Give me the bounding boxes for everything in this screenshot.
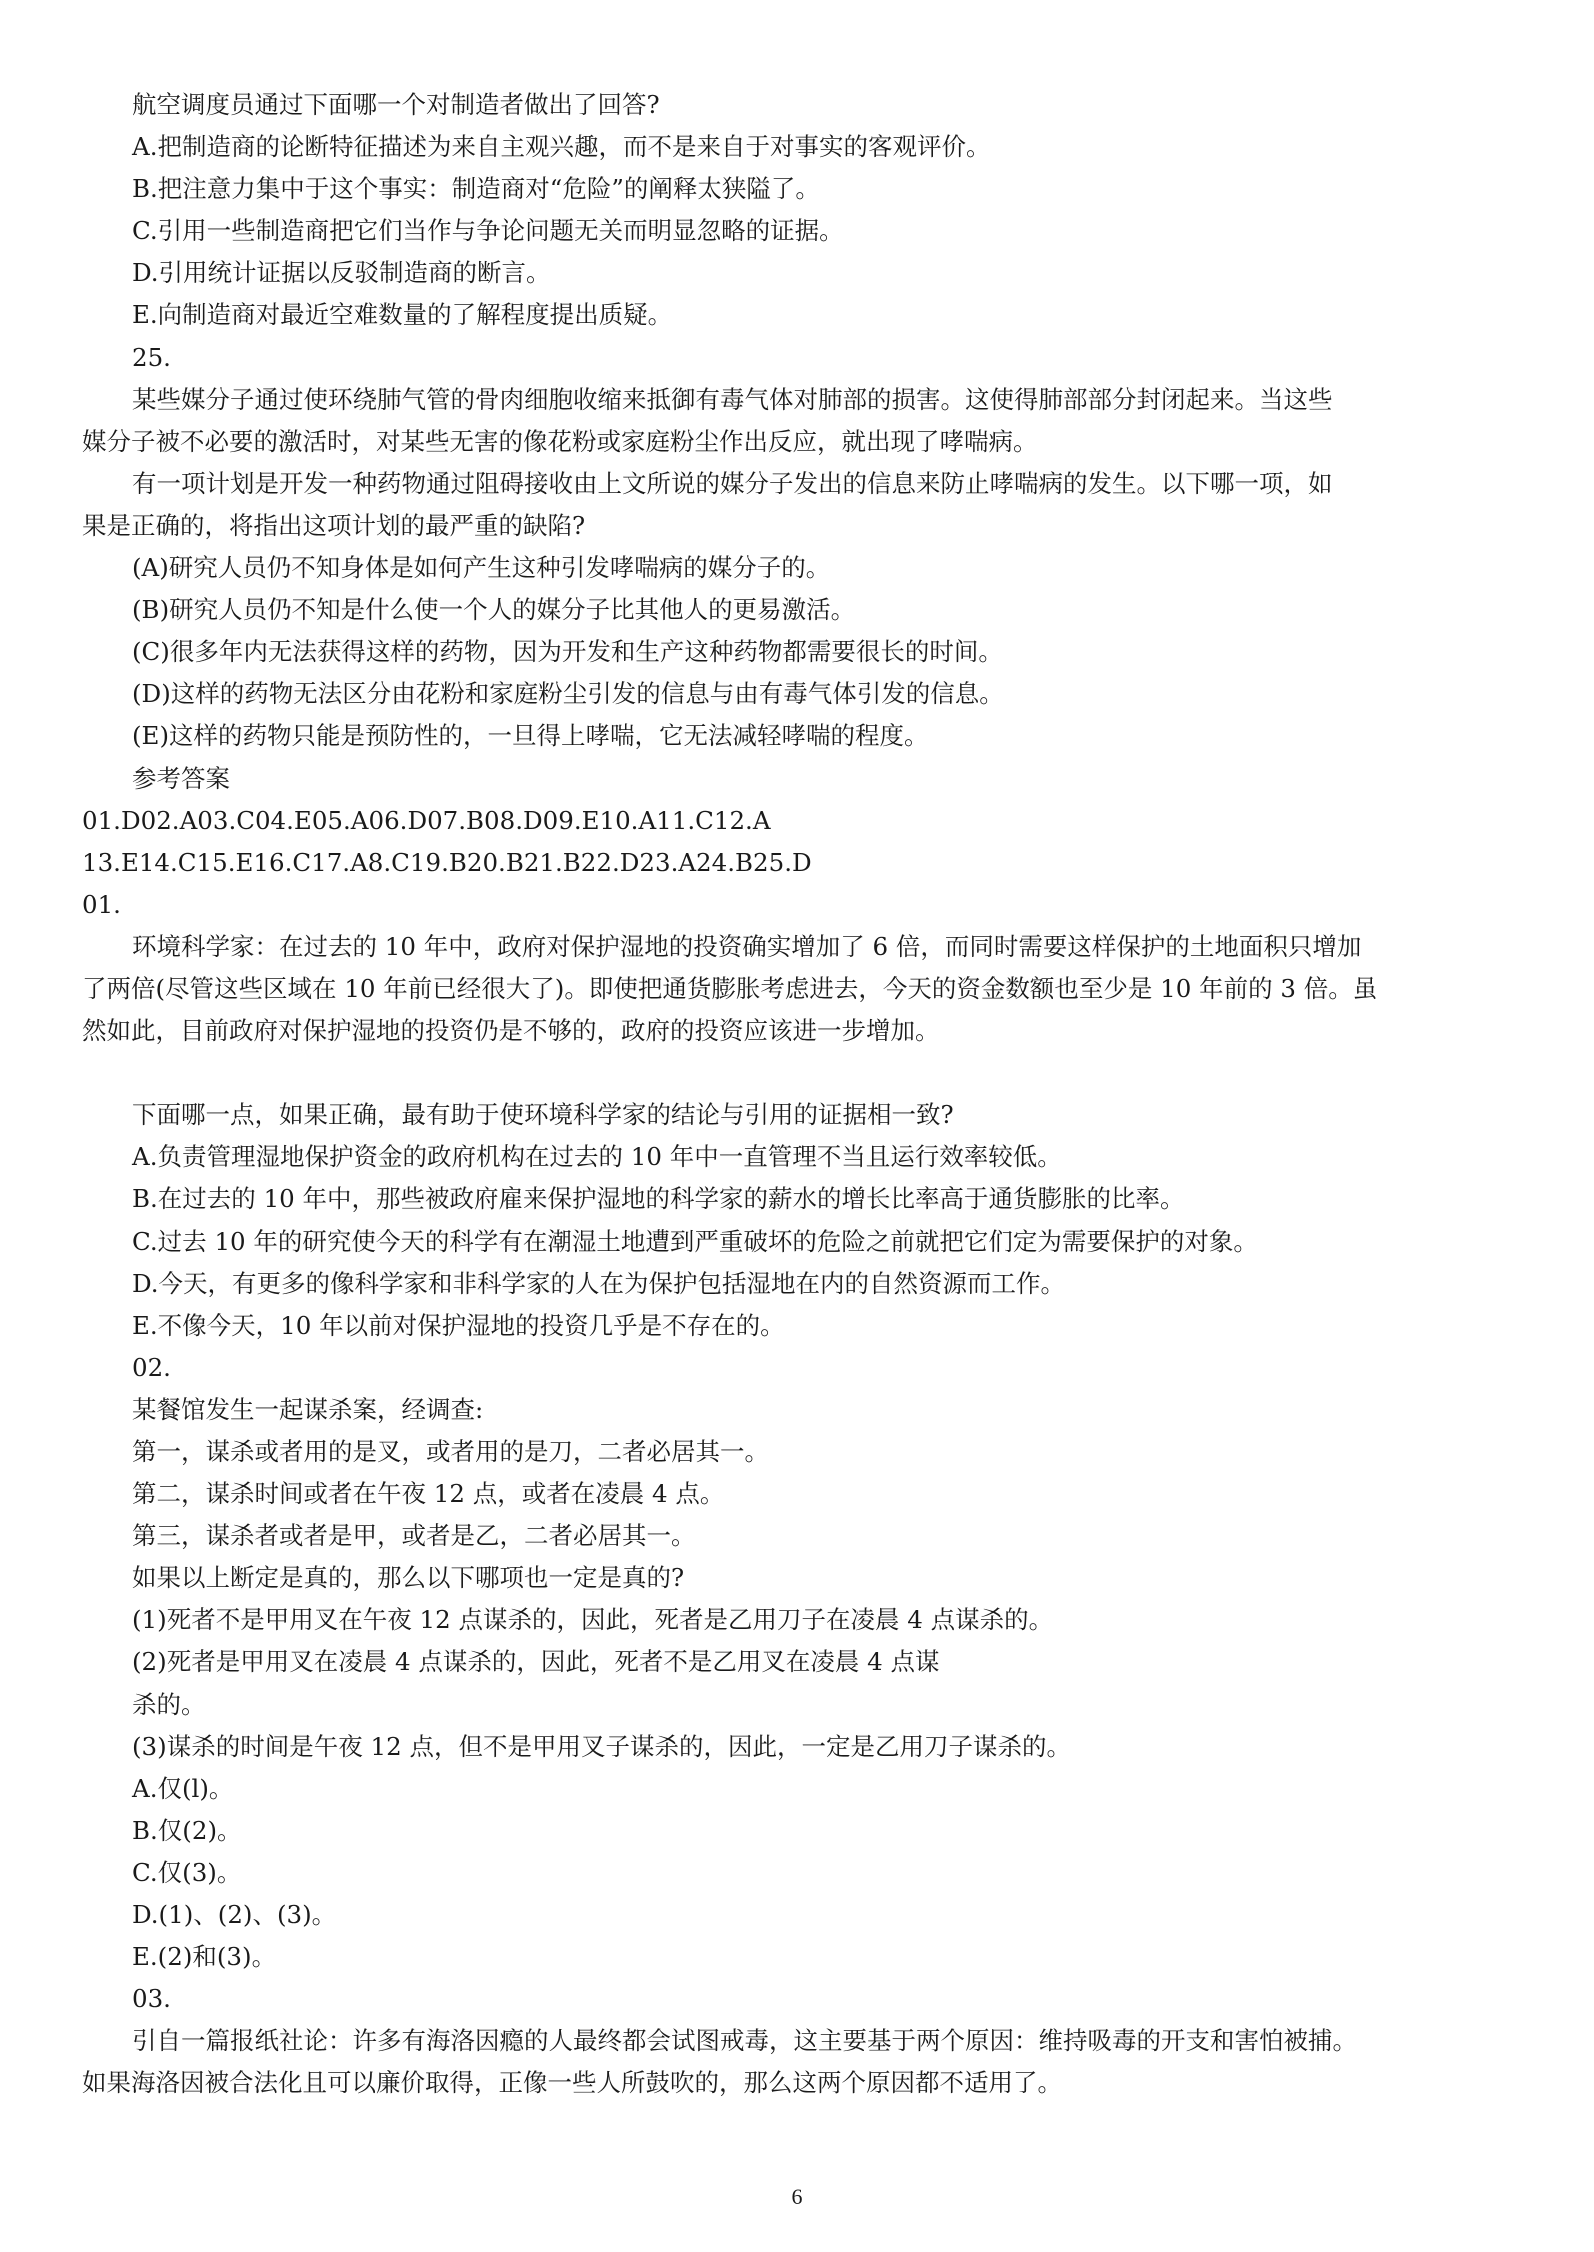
passage-line: 第二，谋杀时间或者在午夜 12 点，或者在凌晨 4 点。: [132, 1479, 725, 1509]
statement-2: (2)死者是甲用叉在凌晨 4 点谋杀的，因此，死者不是乙用叉在凌晨 4 点谋: [132, 1647, 940, 1677]
question-number: 03.: [132, 1984, 171, 2014]
statement-3: (3)谋杀的时间是午夜 12 点，但不是甲用叉子谋杀的，因此，一定是乙用刀子谋杀的。: [132, 1731, 1071, 1761]
blank-line: [82, 1052, 1514, 1094]
page-number: 6: [791, 2184, 803, 2209]
answer-key-row: 01.D02.A03.C04.E05.A06.D07.B08.D09.E10.A11.C12.A: [82, 805, 771, 835]
option-a: A.把制造商的论断特征描述为来自主观兴趣，而不是来自于对事实的客观评价。: [132, 132, 991, 162]
question-stem: 下面哪一点，如果正确，最有助于使环境科学家的结论与引用的证据相一致?: [132, 1100, 954, 1130]
passage-line: 第一，谋杀或者用的是叉，或者用的是刀，二者必居其一。: [132, 1437, 769, 1466]
passage-line: 某餐馆发生一起谋杀案，经调查:: [132, 1394, 484, 1424]
passage-line: 媒分子被不必要的激活时，对某些无害的像花粉或家庭粉尘作出反应，就出现了哮喘病。: [82, 426, 1038, 456]
option-d: D.引用统计证据以反驳制造商的断言。: [132, 258, 551, 288]
option-d: (D)这样的药物无法区分由花粉和家庭粉尘引发的信息与由有毒气体引发的信息。: [132, 679, 1004, 709]
passage-line: 第三，谋杀者或者是甲，或者是乙，二者必居其一。: [132, 1521, 696, 1551]
option-e: (E)这样的药物只能是预防性的，一旦得上哮喘，它无法减轻哮喘的程度。: [132, 721, 929, 751]
option-c: (C)很多年内无法获得这样的药物，因为开发和生产这种药物都需要很长的时间。: [132, 637, 1003, 667]
passage-line: 引自一篇报纸社论：许多有海洛因瘾的人最终都会试图戒毒，这主要基于两个原因：维持吸毒的开支和害怕被捕。: [132, 2026, 1357, 2056]
option-b: (B)研究人员仍不知是什么使一个人的媒分子比其他人的更易激活。: [132, 595, 856, 625]
passage-line: 了两倍(尽管这些区域在 10 年前已经很大了)。即使把通货膨胀考虑进去，今天的资金数额也至少是 10 年前的 3 倍。虽: [82, 973, 1378, 1003]
passage-line: 环境科学家：在过去的 10 年中，政府对保护湿地的投资确实增加了 6 倍，而同时需要这样保护的土地面积只增加: [132, 931, 1362, 961]
question-stem: 航空调度员通过下面哪一个对制造者做出了回答?: [132, 90, 660, 119]
answer-key-heading: 参考答案: [132, 763, 230, 793]
question-number: 01.: [82, 889, 121, 919]
passage-line: 某些媒分子通过使环绕肺气管的骨肉细胞收缩来抵御有毒气体对肺部的损害。这使得肺部部分封闭起来。当这些: [132, 384, 1333, 414]
statement-2: 杀的。: [132, 1689, 206, 1719]
option-e: E.不像今天，10 年以前对保护湿地的投资几乎是不存在的。: [132, 1310, 785, 1340]
option-d: D.今天，有更多的像科学家和非科学家的人在为保护包括湿地在内的自然资源而工作。: [132, 1268, 1066, 1298]
passage-line: 然如此，目前政府对保护湿地的投资仍是不够的，政府的投资应该进一步增加。: [82, 1016, 940, 1046]
option-d: D.(1)、(2)、(3)。: [132, 1900, 337, 1930]
option-e: E.(2)和(3)。: [132, 1942, 277, 1972]
document-page: [82, 84, 1514, 2105]
option-c: C.过去 10 年的研究使今天的科学有在潮湿土地遭到严重破坏的危险之前就把它们定为需要保护的对象。: [132, 1226, 1258, 1256]
option-c: C.引用一些制造商把它们当作与争论问题无关而明显忽略的证据。: [132, 216, 844, 246]
question-number: 25.: [132, 342, 171, 372]
passage-line: 如果海洛因被合法化且可以廉价取得，正像一些人所鼓吹的，那么这两个原因都不适用了。: [82, 2068, 1062, 2098]
question-stem: 如果以上断定是真的，那么以下哪项也一定是真的?: [132, 1563, 685, 1593]
option-c: C.仅(3)。: [132, 1857, 242, 1887]
question-number: 02.: [132, 1352, 171, 1382]
passage-line: 有一项计划是开发一种药物通过阻碍接收由上文所说的媒分子发出的信息来防止哮喘病的发生。以下哪一项，如: [132, 468, 1333, 498]
option-a: A.仅(l)。: [132, 1773, 234, 1803]
statement-1: (1)死者不是甲用叉在午夜 12 点谋杀的，因此，死者是乙用刀子在凌晨 4 点谋杀的。: [132, 1605, 1054, 1635]
option-b: B.把注意力集中于这个事实：制造商对“危险”的阐释太狭隘了。: [132, 174, 820, 204]
option-b: B.在过去的 10 年中，那些被政府雇来保护湿地的科学家的薪水的增长比率高于通货膨胀的比率。: [132, 1184, 1185, 1214]
option-e: E.向制造商对最近空难数量的了解程度提出质疑。: [132, 300, 673, 330]
question-stem: 果是正确的，将指出这项计划的最严重的缺陷?: [82, 510, 586, 540]
option-b: B.仅(2)。: [132, 1815, 242, 1845]
option-a: (A)研究人员仍不知身体是如何产生这种引发哮喘病的媒分子的。: [132, 553, 831, 583]
answer-key-row: 13.E14.C15.E16.C17.A8.C19.B20.B21.B22.D23.A24.B25.D: [82, 847, 812, 877]
option-a: A.负责管理湿地保护资金的政府机构在过去的 10 年中一直管理不当且运行效率较低。: [132, 1142, 1062, 1172]
